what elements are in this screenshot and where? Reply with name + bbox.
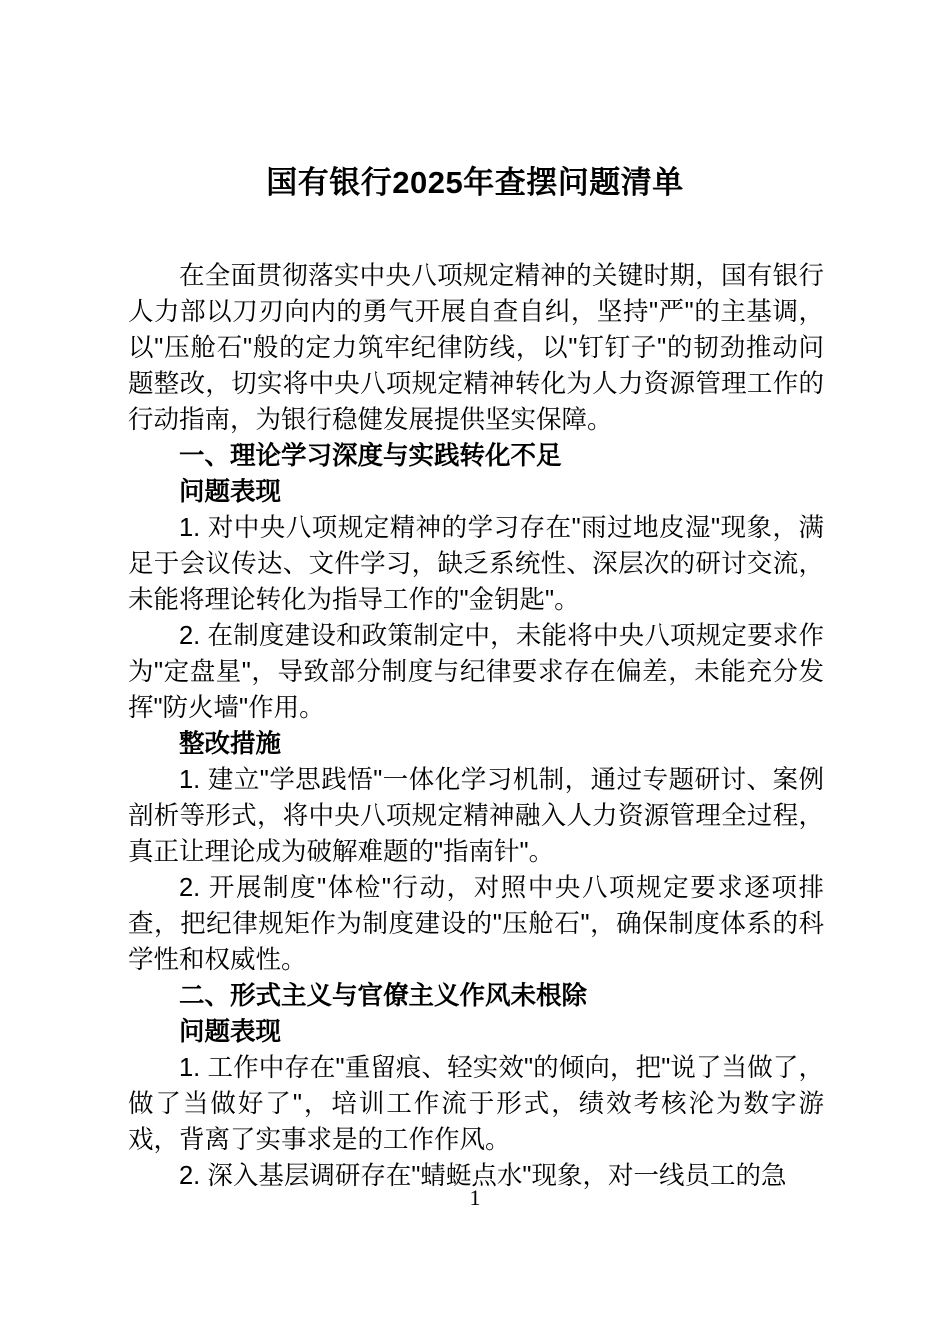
paragraph-section-1-heading: 一、理论学习深度与实践转化不足 bbox=[179, 442, 562, 470]
paragraph-section-2-heading: 二、形式主义与官僚主义作风未根除 bbox=[179, 982, 588, 1010]
paragraph-section-1-measures-label: 整改措施 bbox=[179, 730, 282, 758]
paragraph-section-2-problems-label: 问题表现 bbox=[179, 1018, 282, 1046]
paragraph-section-2-problem-2: 2. 深入基层调研存在"蜻蜓点水"现象，对一线员工的急 bbox=[179, 1162, 787, 1190]
paragraph-section-2-problem-1: 1. 工作中存在"重留痕、轻实效"的倾向，把"说了当做了，做了当做好了"，培训工作流于形式，绩效考核沦为数字游戏，背离了实事求是的工作作风。 bbox=[128, 1054, 824, 1154]
document-body bbox=[128, 258, 824, 1194]
paragraph-section-1-problem-1: 1. 对中央八项规定精神的学习存在"雨过地皮湿"现象，满足于会议传达、文件学习，缺乏系统性、深层次的研讨交流，未能将理论转化为指导工作的"金钥匙"。 bbox=[128, 514, 824, 614]
page-number: 1 bbox=[469, 1185, 481, 1210]
paragraph-section-1-problems-label: 问题表现 bbox=[179, 478, 282, 506]
paragraph-section-1-measure-1: 1. 建立"学思践悟"一体化学习机制，通过专题研讨、案例剖析等形式，将中央八项规定精神融入人力资源管理全过程，真正让理论成为破解难题的"指南针"。 bbox=[128, 766, 824, 866]
paragraph-section-1-problem-2: 2. 在制度建设和政策制定中，未能将中央八项规定要求作为"定盘星"，导致部分制度与纪律要求存在偏差，未能充分发挥"防火墙"作用。 bbox=[128, 622, 824, 722]
paragraph-section-1-measure-2: 2. 开展制度"体检"行动，对照中央八项规定要求逐项排查，把纪律规矩作为制度建设的"压舱石"，确保制度体系的科学性和权威性。 bbox=[128, 874, 824, 974]
page-title: 国有银行2025年查摆问题清单 bbox=[266, 165, 684, 200]
paragraph-intro: 在全面贯彻落实中央八项规定精神的关键时期，国有银行人力部以刀刃向内的勇气开展自查自纠，坚持"严"的主基调，以"压舱石"般的定力筑牢纪律防线，以"钉钉子"的韧劲推动问题整改，切实将中央八项规定精神转化为人力资源管理工作的行动指南，为银行稳健发展提供坚实保障。 bbox=[128, 262, 824, 434]
